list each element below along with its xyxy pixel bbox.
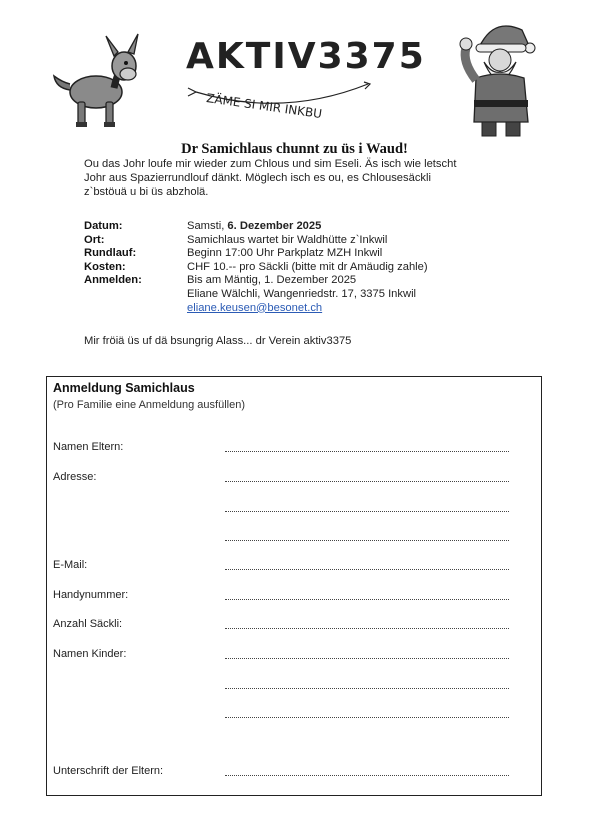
logo-main-text: AKTIV3375 bbox=[186, 36, 426, 77]
detail-label: Anmelden: bbox=[84, 274, 142, 287]
intro-text bbox=[84, 157, 514, 199]
intro-line: Ou das Johr loufe mir wieder zum Chlous und sim Eseli. Äs isch wie letscht bbox=[84, 158, 457, 170]
field-label: Anzahl Säckli: bbox=[53, 618, 123, 630]
field-handynummer bbox=[53, 589, 537, 605]
anmelden-deadline: Bis am Mäntig, 1. Dezember 2025 bbox=[187, 274, 357, 287]
fill-line[interactable] bbox=[225, 511, 509, 512]
field-namen-kinder-line-2 bbox=[53, 678, 537, 694]
detail-label: Rundlauf: bbox=[84, 247, 137, 260]
field-namen-kinder-line-3 bbox=[53, 707, 537, 723]
detail-value bbox=[187, 220, 321, 234]
detail-label: Datum: bbox=[84, 220, 123, 232]
fill-line[interactable] bbox=[225, 481, 509, 482]
anmelden-address: Eliane Wälchli, Wangenriedstr. 17, 3375 Inkwil bbox=[187, 287, 417, 300]
field-unterschrift bbox=[53, 765, 537, 781]
field-adresse-line-3 bbox=[53, 530, 537, 546]
field-namen-eltern bbox=[53, 441, 537, 457]
form-subtitle: (Pro Familie eine Anmeldung ausfüllen) bbox=[53, 399, 245, 411]
form-title: Anmeldung Samichlaus bbox=[53, 381, 195, 395]
logo-tagline-text: ZÄME SI MIR INKBU bbox=[205, 91, 323, 122]
fill-line[interactable] bbox=[225, 569, 509, 570]
fill-line[interactable] bbox=[225, 540, 509, 541]
fill-line[interactable] bbox=[225, 717, 509, 718]
santa-illustration bbox=[456, 18, 542, 140]
fill-line[interactable] bbox=[225, 628, 509, 629]
field-adresse bbox=[53, 471, 537, 487]
field-adresse-line-2 bbox=[53, 501, 537, 517]
field-anzahl-saeckli bbox=[53, 618, 537, 634]
fill-line[interactable] bbox=[225, 451, 509, 452]
datum-prefix: Samsti, bbox=[187, 220, 228, 232]
fill-line[interactable] bbox=[225, 599, 509, 600]
field-label: Adresse: bbox=[53, 471, 97, 483]
header bbox=[0, 0, 589, 140]
fill-line[interactable] bbox=[225, 658, 509, 659]
detail-label: Ort: bbox=[84, 233, 105, 246]
signature-line[interactable] bbox=[225, 775, 509, 776]
detail-ort bbox=[84, 234, 524, 248]
donkey-illustration bbox=[48, 30, 140, 130]
field-label: Namen Kinder: bbox=[53, 648, 127, 660]
page-title: Dr Samichlaus chunnt zu üs i Waud! bbox=[181, 141, 408, 157]
email-link[interactable]: eliane.keusen@besonet.ch bbox=[187, 301, 323, 314]
intro-line: Johr aus Spazierrundlouf dänkt. Möglech isch es ou, es Chlousesäckli bbox=[84, 172, 431, 184]
field-label: E-Mail: bbox=[53, 559, 88, 571]
fill-line[interactable] bbox=[225, 688, 509, 689]
detail-value: Beginn 17:00 Uhr Parkplatz MZH Inkwil bbox=[187, 247, 383, 260]
closing-text: Mir fröiä üs uf dä bsungrig Alass... dr Verein aktiv3375 bbox=[84, 335, 352, 347]
logo-tagline bbox=[178, 78, 388, 126]
detail-value: Samichlaus wartet bir Waldhütte z`Inkwil bbox=[187, 233, 388, 246]
field-label: Handynummer: bbox=[53, 589, 129, 601]
detail-rundlauf bbox=[84, 247, 524, 261]
registration-form bbox=[46, 376, 542, 796]
detail-anmelden bbox=[84, 274, 524, 315]
field-namen-kinder bbox=[53, 648, 537, 664]
intro-line: z`bstöuä u bi üs abzholä. bbox=[84, 186, 209, 198]
detail-value bbox=[187, 274, 416, 315]
detail-label: Kosten: bbox=[84, 260, 126, 273]
datum-date: 6. Dezember 2025 bbox=[227, 220, 322, 232]
field-email bbox=[53, 559, 537, 575]
detail-value: CHF 10.-- pro Säckli (bitte mit dr Amäudig zahle) bbox=[187, 260, 428, 273]
detail-kosten bbox=[84, 261, 524, 275]
event-details bbox=[84, 220, 524, 315]
detail-datum bbox=[84, 220, 524, 234]
field-label: Unterschrift der Eltern: bbox=[53, 765, 164, 777]
field-label: Namen Eltern: bbox=[53, 441, 124, 453]
aktiv-logo bbox=[178, 36, 426, 126]
